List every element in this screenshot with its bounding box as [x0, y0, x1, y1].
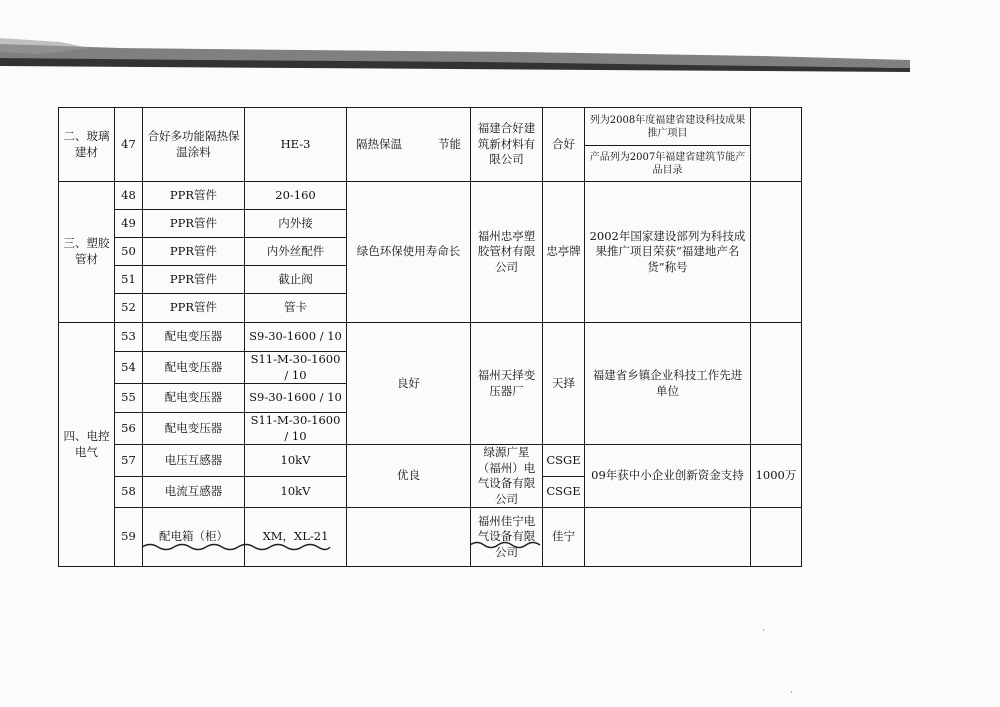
product-name: PPR管件	[143, 210, 245, 238]
product-name: 配电变压器	[143, 384, 245, 413]
model-spec: HE-3	[245, 108, 347, 182]
row-no: 49	[115, 210, 143, 238]
product-name: 电流互感器	[143, 476, 245, 508]
model-spec: 20-160	[245, 182, 347, 210]
feature-text: 绿色环保使用寿命长	[347, 182, 471, 323]
row-no: 51	[115, 266, 143, 294]
product-name: 电压互感器	[143, 445, 245, 477]
empty-cell	[585, 508, 751, 567]
group-cell-glass: 二、玻璃建材	[59, 108, 115, 182]
row-no: 54	[115, 352, 143, 384]
table-row	[59, 323, 802, 352]
empty-cell	[751, 182, 802, 323]
group-cell-plastic: 三、塑胶管材	[59, 182, 115, 323]
table-row	[59, 108, 802, 146]
product-name: 配电箱（柜）	[143, 508, 245, 567]
company-name: 福建合好建筑新材料有限公司	[471, 108, 543, 182]
model-spec: XM，XL-21	[245, 508, 347, 567]
feature-text: 节能	[438, 136, 461, 151]
row-no: 59	[115, 508, 143, 567]
amount-cell: 1000万	[751, 445, 802, 508]
table-row	[59, 508, 802, 567]
feature-cell	[347, 108, 471, 182]
brand-name: 天择	[543, 323, 585, 445]
row-no: 53	[115, 323, 143, 352]
scan-speck: ·	[762, 626, 765, 636]
product-name: 合好多功能隔热保温涂料	[143, 108, 245, 182]
honor-text: 2002年国家建设部列为科技成果推广项目荣获“福建地产名货”称号	[585, 182, 751, 323]
brand-name: 合好	[543, 108, 585, 182]
row-no: 55	[115, 384, 143, 413]
feature-text: 隔热保温	[356, 136, 402, 151]
model-spec: S11-M-30-1600 / 10	[245, 413, 347, 445]
model-spec: 10kV	[245, 445, 347, 477]
honor-text: 列为2008年度福建省建设科技成果推广项目	[585, 108, 751, 146]
feature-text: 良好	[347, 323, 471, 445]
empty-cell	[751, 108, 802, 182]
brand-name: 佳宁	[543, 508, 585, 567]
company-name: 福州天择变压器厂	[471, 323, 543, 445]
product-name: PPR管件	[143, 294, 245, 323]
brand-name: CSGE	[543, 445, 585, 477]
row-no: 52	[115, 294, 143, 323]
row-no: 47	[115, 108, 143, 182]
company-name: 绿源广星（福州）电气设备有限公司	[471, 445, 543, 508]
model-spec: 截止阀	[245, 266, 347, 294]
product-table	[58, 107, 802, 567]
empty-cell	[751, 508, 802, 567]
row-no: 58	[115, 476, 143, 508]
scan-speck: ·	[790, 688, 793, 698]
model-spec: 管卡	[245, 294, 347, 323]
product-name: PPR管件	[143, 266, 245, 294]
honor-text: 福建省乡镇企业科技工作先进单位	[585, 323, 751, 445]
model-spec: 内外丝配件	[245, 238, 347, 266]
table-row	[59, 182, 802, 210]
brand-name: CSGE	[543, 476, 585, 508]
empty-cell	[751, 323, 802, 445]
row-no: 57	[115, 445, 143, 477]
empty-cell	[347, 508, 471, 567]
table-row	[59, 445, 802, 477]
group-cell-electric: 四、电控电气	[59, 323, 115, 567]
model-spec: S9-30-1600 / 10	[245, 323, 347, 352]
product-name: 配电变压器	[143, 352, 245, 384]
brand-name: 忠亭牌	[543, 182, 585, 323]
row-no: 50	[115, 238, 143, 266]
model-spec: S9-30-1600 / 10	[245, 384, 347, 413]
row-no: 48	[115, 182, 143, 210]
feature-text: 优良	[347, 445, 471, 508]
row-no: 56	[115, 413, 143, 445]
product-name: PPR管件	[143, 238, 245, 266]
model-spec: S11-M-30-1600 / 10	[245, 352, 347, 384]
product-name: 配电变压器	[143, 413, 245, 445]
product-name: PPR管件	[143, 182, 245, 210]
model-spec: 10kV	[245, 476, 347, 508]
honor-text: 产品列为2007年福建省建筑节能产品目录	[585, 146, 751, 182]
company-name: 福州忠亭塑胶管材有限公司	[471, 182, 543, 323]
scan-shadow-band	[0, 38, 1000, 90]
honor-text: 09年获中小企业创新资金支持	[585, 445, 751, 508]
model-spec: 内外接	[245, 210, 347, 238]
product-name: 配电变压器	[143, 323, 245, 352]
company-name: 福州佳宁电气设备有限公司	[471, 508, 543, 567]
